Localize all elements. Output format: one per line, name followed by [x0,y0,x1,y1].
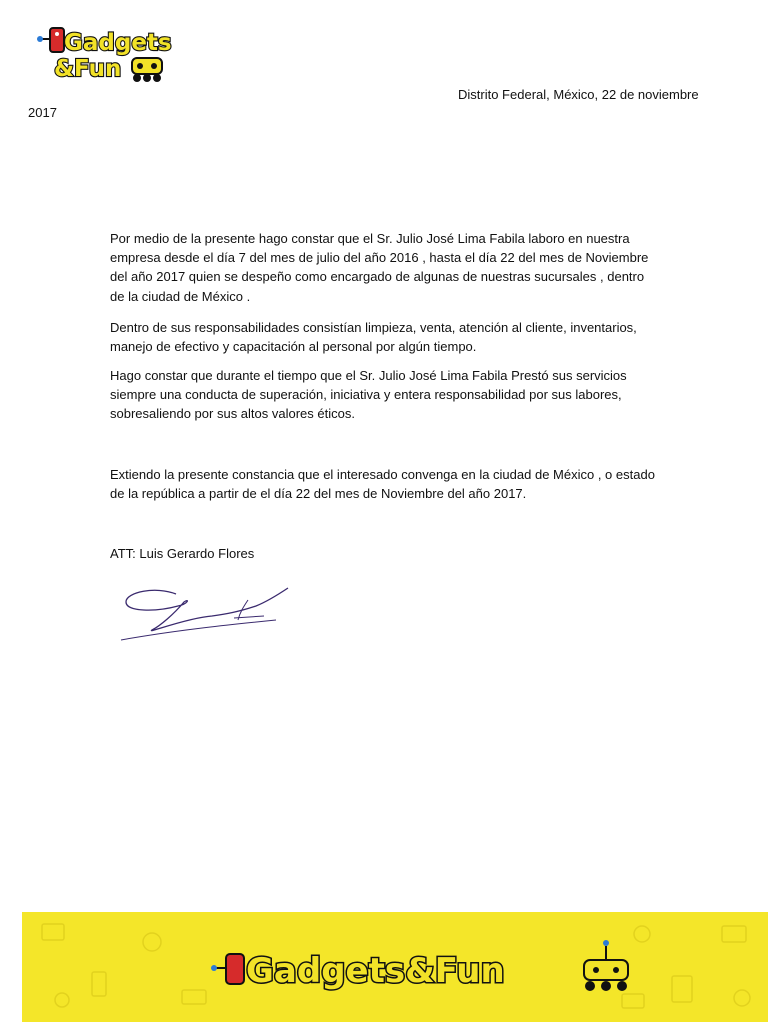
robot-mascot-icon [211,954,244,984]
footer-logo-text: Gadgets&Fun [246,951,505,991]
date-line: Distrito Federal, México, 22 de noviembre [458,87,699,102]
paragraph-employment: Por medio de la presente hago constar que el Sr. Julio José Lima Fabila laboro en nuestra empresa desde el día 7 del mes de julio del año 2016 , hasta el día 22 del mes de Noviembre del año 2017 quien se despeño como encargado de algunas de nuestras sucursales , dentro de la ciudad de México . [110,231,649,304]
logo-text-line2: &Fun [54,56,122,82]
paragraph-responsibilities: Dentro de sus responsabilidades consistían limpieza, venta, atención al cliente, inventarios, manejo de efectivo y capacitación al personal por algún tiempo. [110,320,637,355]
robot-wheels-icon [132,58,162,82]
attention-line: ATT: Luis Gerardo Flores [110,546,255,561]
company-logo [34,14,174,98]
date-year: 2017 [28,105,57,120]
footer-logo [210,932,630,1008]
logo-text-line1: Gadgets [64,30,172,56]
robot-mascot-icon [37,28,64,52]
paragraph-certification: Extiendo la presente constancia que el interesado convenga en la ciudad de México , o estado de la república a partir de el día 22 del mes de Noviembre del año 2017. [110,467,655,502]
footer-banner [22,912,768,1022]
paragraph-conduct: Hago constar que durante el tiempo que el Sr. Julio José Lima Fabila Prestó sus servicios siempre una conducta de superación, iniciativa y entera responsabilidad por sus labores, sobresaliendo por sus altos valores éticos. [110,368,627,422]
signature [116,578,292,648]
robot-wheels-icon [584,940,628,991]
